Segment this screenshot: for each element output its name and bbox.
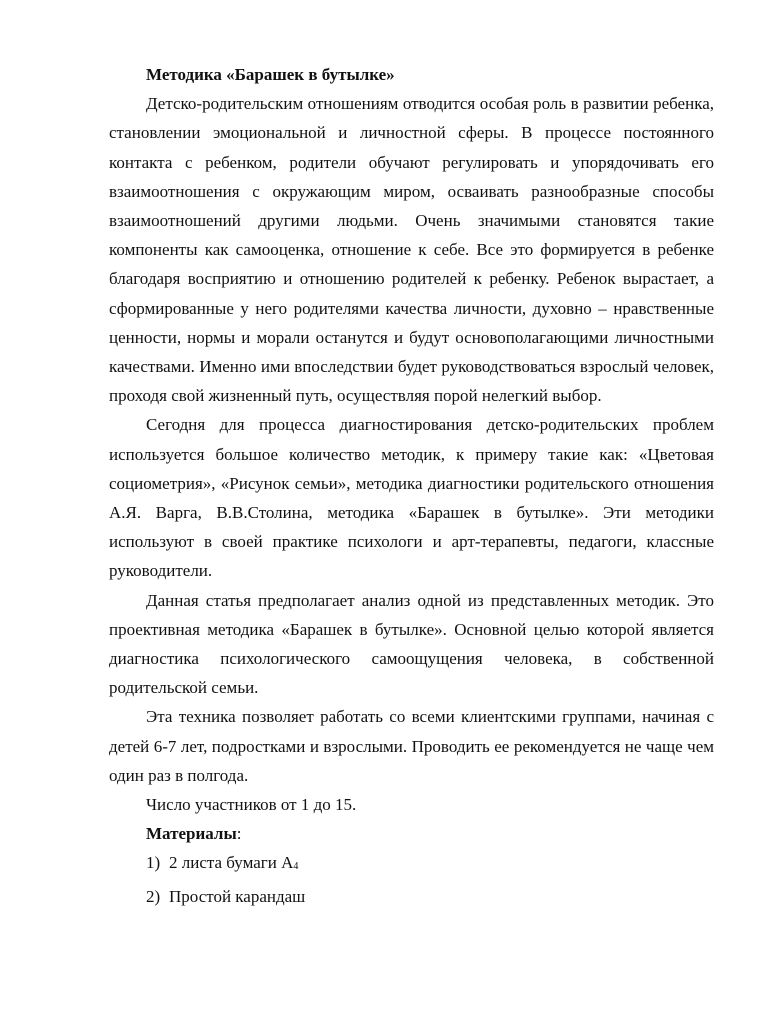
list-item-text: Простой карандаш — [169, 886, 306, 906]
document-page — [109, 60, 714, 911]
materials-colon: : — [236, 824, 242, 844]
paragraph-methods: Сегодня для процесса диагностирования детско-родительских проблем используется большое количество методик, к примеру такие как: «Цветовая социометрия», «Рисунок семьи», методика диагностики родительского отношения А.Я. Варга, В.В.Столина, методика «Барашек в бутылке». Эти методики используют в своей практике психологи и арт-терапевты, педагоги, классные руководители. — [109, 415, 714, 581]
list-item-text: 2 листа бумаги А — [169, 853, 294, 873]
participants-line: Число участников от 1 до 15. — [146, 795, 357, 815]
document-title: Методика «Барашек в бутылке» — [146, 65, 395, 84]
list-number: 1) — [146, 853, 161, 873]
paragraph-intro: Детско-родительским отношениям отводится особая роль в развитии ребенка, становлении эмоциональной и личностной сферы. В процессе постоянного контакта с ребенком, родители обучают регулировать и упорядочивать его взаимоотношения с окружающим миром, осваивать разнообразные способы взаимоотношений другими людьми. Очень значимыми становятся такие компоненты как самооценка, отношение к себе. Все это формируется в ребенке благодаря восприятию и отношению родителей к ребенку. Ребенок вырастает, а сформированные у него родителями качества личности, духовно – нравственные ценности, нормы и морали останутся и будут основополагающими личностными качествами. Именно ими впоследствии будет руководствоваться взрослый человек, проходя свой жизненный путь, осуществляя порой нелегкий выбор. — [109, 94, 714, 406]
list-number: 2) — [146, 886, 161, 906]
list-item-subscript: 4 — [293, 861, 299, 873]
paragraph-technique: Эта техника позволяет работать со всеми клиентскими группами, начиная с детей 6-7 лет, подростками и взрослыми. Проводить ее рекомендуется не чаще чем один раз в полгода. — [109, 707, 714, 785]
materials-item-1 — [109, 848, 714, 881]
materials-label: Материалы — [146, 824, 237, 844]
paragraph-article-purpose: Данная статья предполагает анализ одной из представленных методик. Это проективная методика «Барашек в бутылке». Основной целью которой является диагностика психологического самоощущения человека, в собственной родительской семьи. — [109, 590, 714, 698]
materials-heading — [109, 819, 714, 848]
materials-item-2 — [109, 882, 714, 911]
